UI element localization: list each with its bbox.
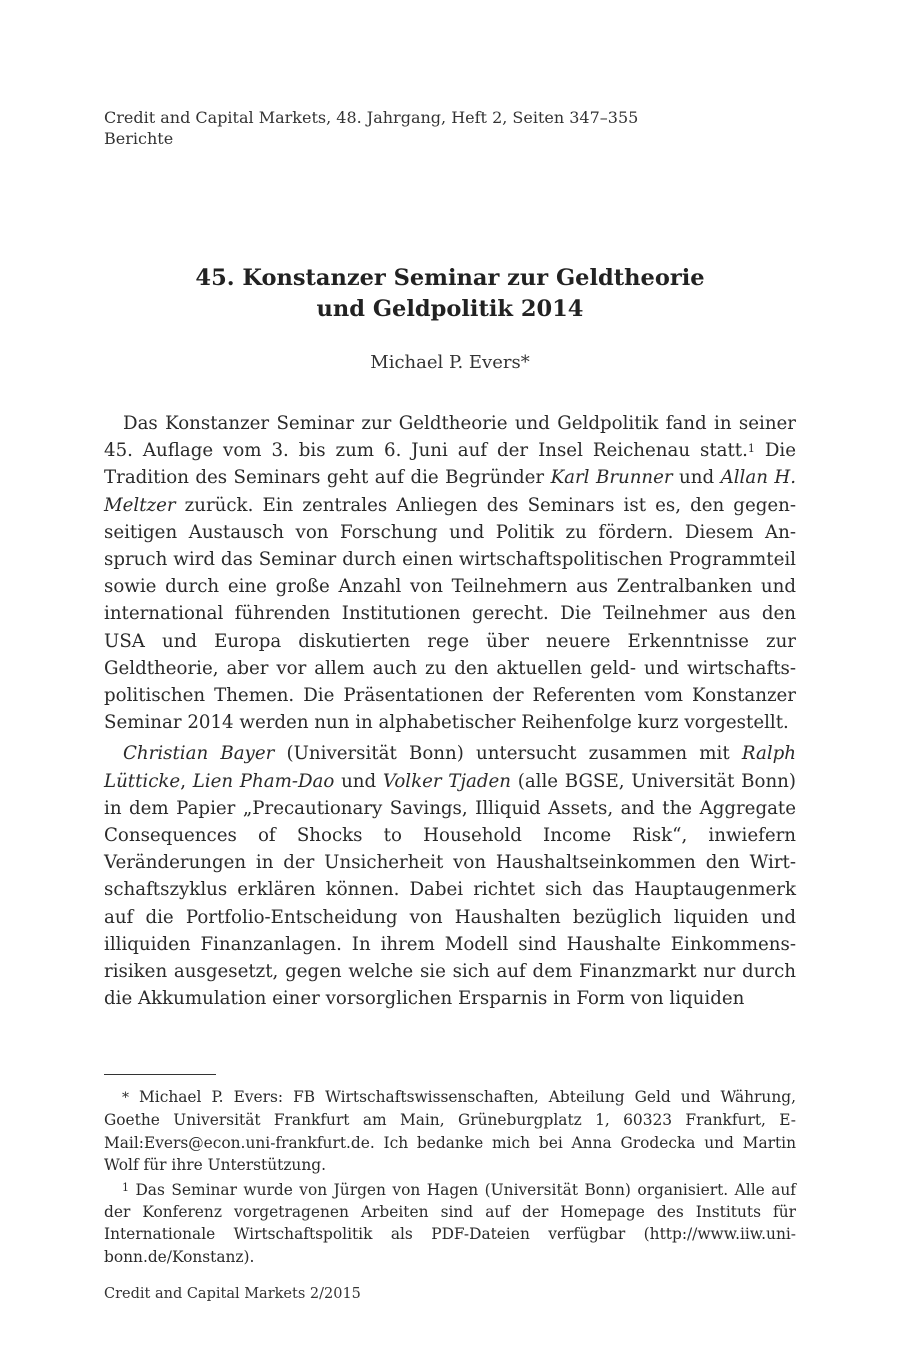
person-name: Karl Brunner: [550, 467, 673, 489]
person-name: Lien Pham-Dao: [192, 770, 335, 792]
running-footer: Credit and Capital Markets 2/2015: [104, 1286, 361, 1302]
footnote-reference: 1: [747, 442, 755, 456]
person-name: Ralph Lütticke: [104, 743, 796, 792]
footnote-divider: [104, 1074, 216, 1075]
section-label: Berichte: [104, 129, 174, 148]
paragraph-bayer: [104, 740, 796, 1012]
running-header: [104, 107, 638, 149]
text-segment: (Universität Bonn) untersucht zusammen mit: [274, 743, 742, 765]
title-line-1: 45. Konstanzer Seminar zur Geldtheorie: [195, 265, 705, 291]
title-line-2: und Geldpolitik 2014: [316, 296, 584, 322]
footnote-mark: *: [122, 1090, 129, 1106]
footnotes: [104, 1086, 796, 1268]
footnote-text: Das Seminar wurde von Jürgen von Hagen (Universität Bonn) organisiert. Alle auf der Konferenz vorgetragenen Arbeiten sind auf der Homepage des Instituts für Internationale Wirtschaftspolitik als PDF-Dateien verfügbar (http://www.​iiw.uni-bonn.de/Konstanz).: [104, 1180, 796, 1266]
footnote-author: [104, 1086, 796, 1177]
text-segment: Die Tradition des Seminars geht auf die Begründer: [104, 440, 796, 489]
text-segment: ,: [180, 770, 193, 792]
footnote-mark: 1: [122, 1180, 129, 1194]
text-segment: (alle BGSE, Universität Bonn) in dem Papier „Precautionary Savings, Illiquid Assets, and the Aggregate Consequences of Shocks to Household Income Risk“, inwiefern Veränderungen in der Unsicherheit von Haushaltseinkommen den Wirtschaftszyklus erklären können. Dabei richtet sich das Hauptaugenmerk auf die Portfolio-Entscheidung von Haushalten bezüglich liquiden und illiquiden Finanzanlagen. In ihrem Modell sind Haushalte Einkommensrisiken ausgesetzt, gegen welche sie sich auf dem Finanzmarkt nur durch die Akkumulation einer vorsorglichen Ersparnis in Form von liquiden: [104, 770, 796, 1010]
article-title: [0, 263, 900, 325]
text-segment: zurück. Ein zentrales Anliegen des Seminars ist es, den gegenseitigen Austausch von Forschung und Politik zu fördern. Diesem Anspruch wird das Seminar durch einen wirtschaftspolitischen Programmteil sowie durch eine große Anzahl von Teilnehmern aus Zentralbanken und international führenden Institutionen gerecht. Die Teilnehmer aus den USA und Europa diskutierten rege über neuere Erkenntnisse zur Geldtheorie, aber vor allem auch zu den aktuellen geld- und wirtschaftspolitischen Themen. Die Präsentationen der Referenten vom Konstanzer Seminar 2014 werden nun in alphabetischer Reihenfolge kurz vorgestellt.: [104, 494, 796, 734]
text-segment: und: [334, 770, 383, 792]
text-segment: Das Konstanzer Seminar zur Geldtheorie und Geldpolitik fand in seiner 45. Auflage vom 3. bis zum 6. Juni auf der Insel Reichenau statt.: [104, 413, 796, 462]
footnote-1: [104, 1179, 796, 1269]
text-segment: und: [672, 467, 721, 489]
journal-citation: Credit and Capital Markets, 48. Jahrgang, Heft 2, Seiten 347–355: [104, 108, 639, 127]
author-name: Michael P. Evers*: [370, 352, 530, 373]
person-name: Christian Bayer: [123, 743, 275, 765]
person-name: Allan H. Meltzer: [104, 467, 796, 516]
footnote-text: Michael P. Evers: FB Wirtschaftswissenschaften, Abteilung Geld und Währung, Goethe Universität Frankfurt am Main, Grüneburgplatz 1, 60323 Frankfurt, E-Mail:Evers@econ.uni-frankfurt.de. Ich bedanke mich bei Anna Grodecka und Martin Wolf für ihre Unterstützung.: [104, 1088, 796, 1175]
person-name: Volker Tjaden: [382, 770, 512, 792]
article-body: [104, 410, 796, 1012]
paragraph-intro: [104, 410, 796, 736]
